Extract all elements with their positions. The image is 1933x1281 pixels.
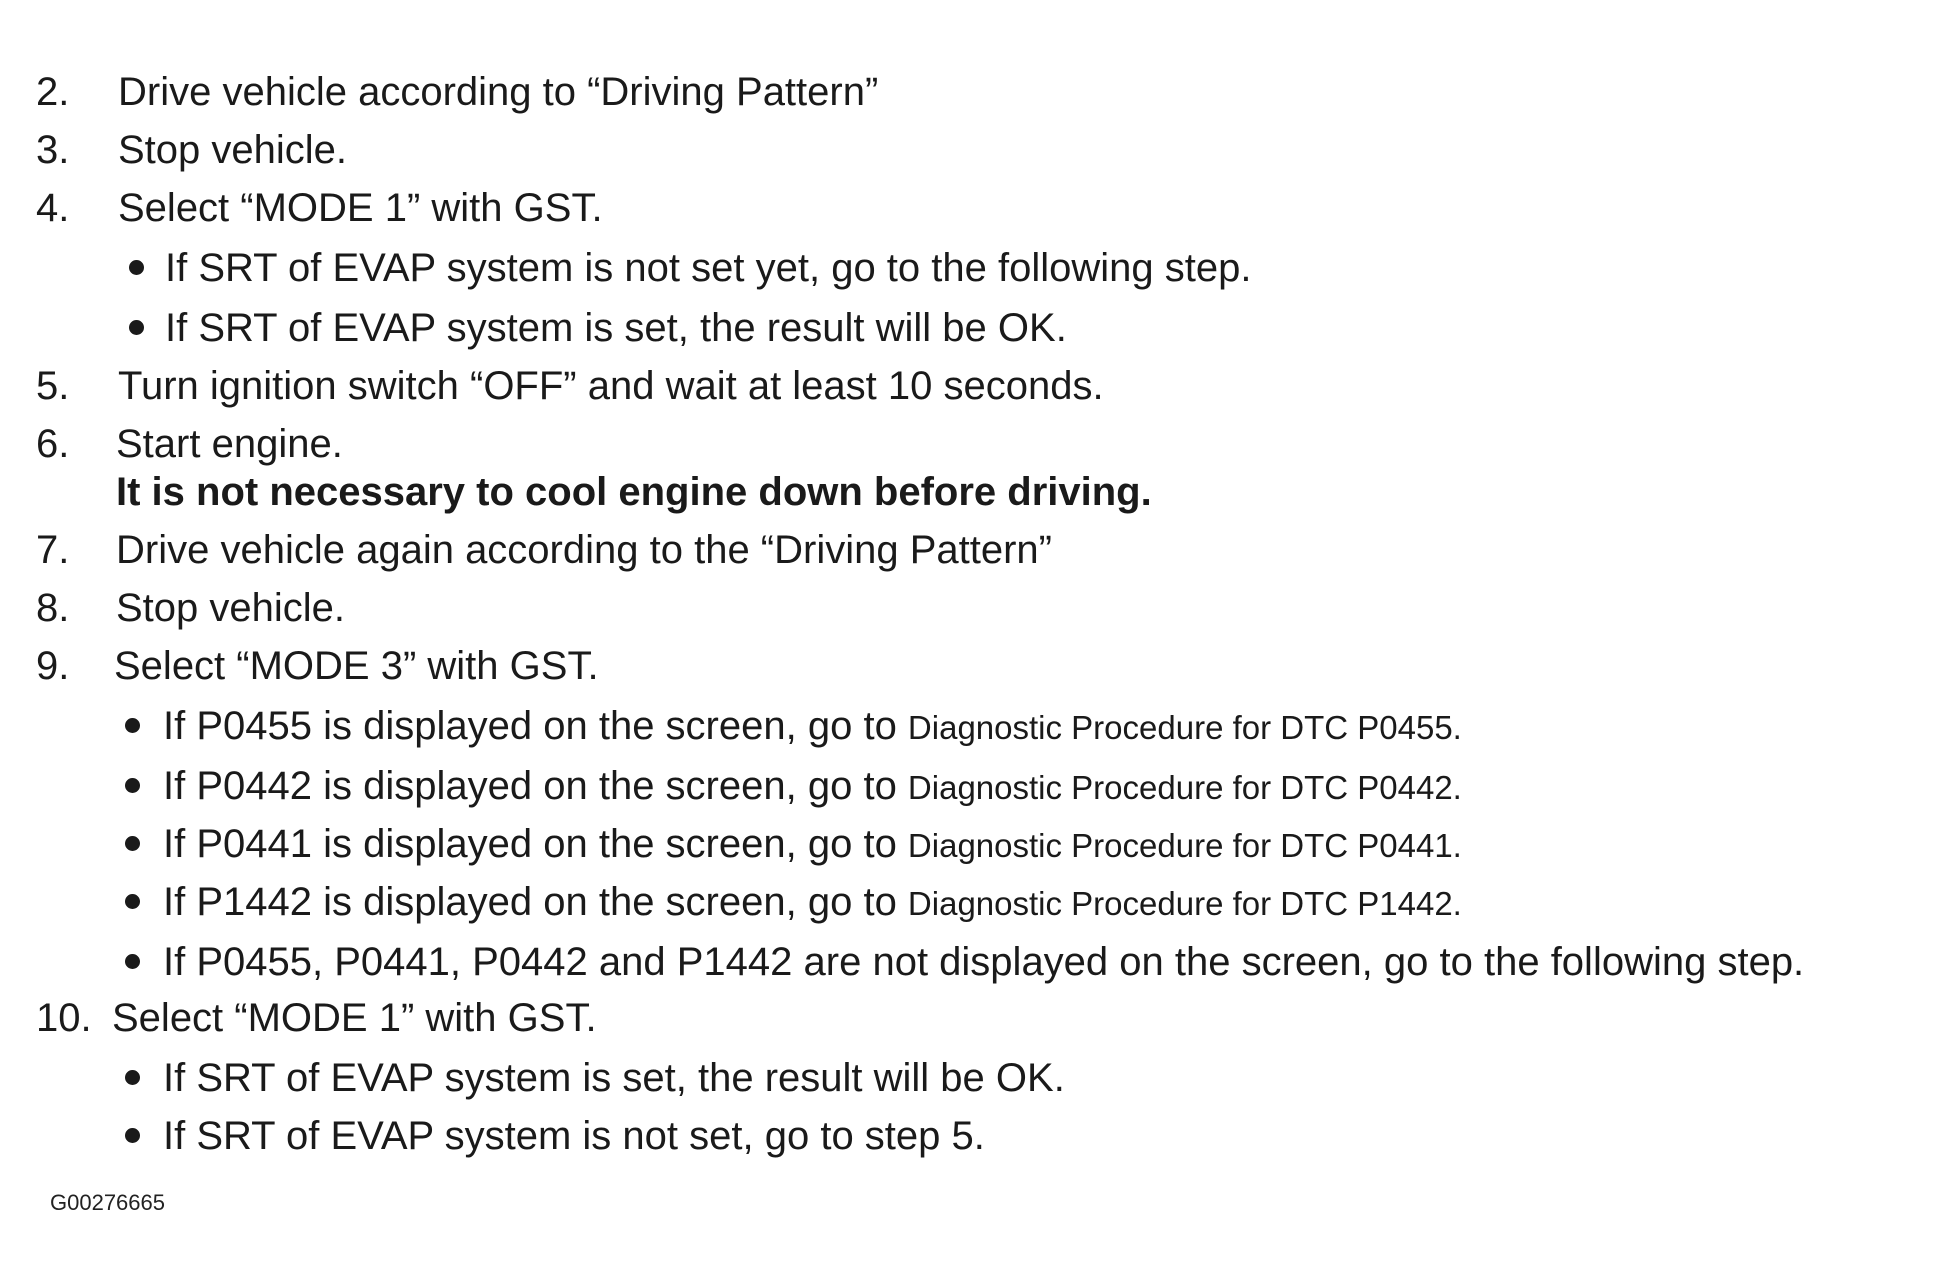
step-text: Drive vehicle according to “Driving Pattern” [118, 70, 879, 114]
step-number: 7. [36, 528, 70, 572]
step-text: Stop vehicle. [118, 128, 348, 172]
bullet-icon [116, 304, 156, 352]
step-text: Start engine. [116, 422, 343, 466]
bullet-text: If SRT of EVAP system is not set, go to step 5. [163, 1114, 985, 1158]
step-text: Select “MODE 1” with GST. [118, 186, 603, 230]
bold-note: It is not necessary to cool engine down before driving. [116, 470, 1152, 514]
step-text: Stop vehicle. [116, 586, 346, 630]
bullet-icon [112, 702, 152, 750]
bullet-icon [116, 244, 156, 292]
step-number: 4. [36, 186, 70, 230]
step-number: 2. [36, 70, 70, 114]
step-text: Select “MODE 3” with GST. [114, 644, 599, 688]
step-number: 10. [36, 996, 92, 1040]
bullet-text: If SRT of EVAP system is not set yet, go to the following step. [165, 246, 1252, 290]
bullet-icon [112, 1112, 152, 1160]
step-text: Select “MODE 1” with GST. [112, 996, 597, 1040]
bullet-text: If P0455, P0441, P0442 and P1442 are not displayed on the screen, go to the following step. [163, 940, 1805, 984]
bullet-text: If P1442 is displayed on the screen, go to Diagnostic Procedure for DTC P1442. [163, 880, 1462, 924]
step-text: Drive vehicle again according to the “Driving Pattern” [116, 528, 1052, 572]
bullet-text: If P0441 is displayed on the screen, go to Diagnostic Procedure for DTC P0441. [163, 822, 1462, 866]
bullet-icon [112, 762, 152, 810]
bullet-text: If SRT of EVAP system is set, the result will be OK. [165, 306, 1067, 350]
bullet-text: If P0455 is displayed on the screen, go to Diagnostic Procedure for DTC P0455. [163, 704, 1462, 748]
step-text: Turn ignition switch “OFF” and wait at least 10 seconds. [118, 364, 1104, 408]
step-number: 9. [36, 644, 70, 688]
bullet-icon [112, 820, 152, 868]
procedure-link: Diagnostic Procedure for DTC P0455. [907, 709, 1462, 746]
bullet-icon [112, 1054, 152, 1102]
step-number: 8. [36, 586, 70, 630]
procedure-link: Diagnostic Procedure for DTC P0442. [907, 769, 1462, 806]
bullet-icon [112, 938, 152, 986]
figure-code: G00276665 [50, 1190, 165, 1215]
bullet-text: If P0442 is displayed on the screen, go to Diagnostic Procedure for DTC P0442. [163, 764, 1462, 808]
bullet-text: If SRT of EVAP system is set, the result will be OK. [163, 1056, 1065, 1100]
bullet-icon [112, 878, 152, 926]
procedure-link: Diagnostic Procedure for DTC P0441. [907, 827, 1462, 864]
step-number: 3. [36, 128, 70, 172]
procedure-link: Diagnostic Procedure for DTC P1442. [907, 885, 1462, 922]
step-number: 5. [36, 364, 70, 408]
step-number: 6. [36, 422, 70, 466]
